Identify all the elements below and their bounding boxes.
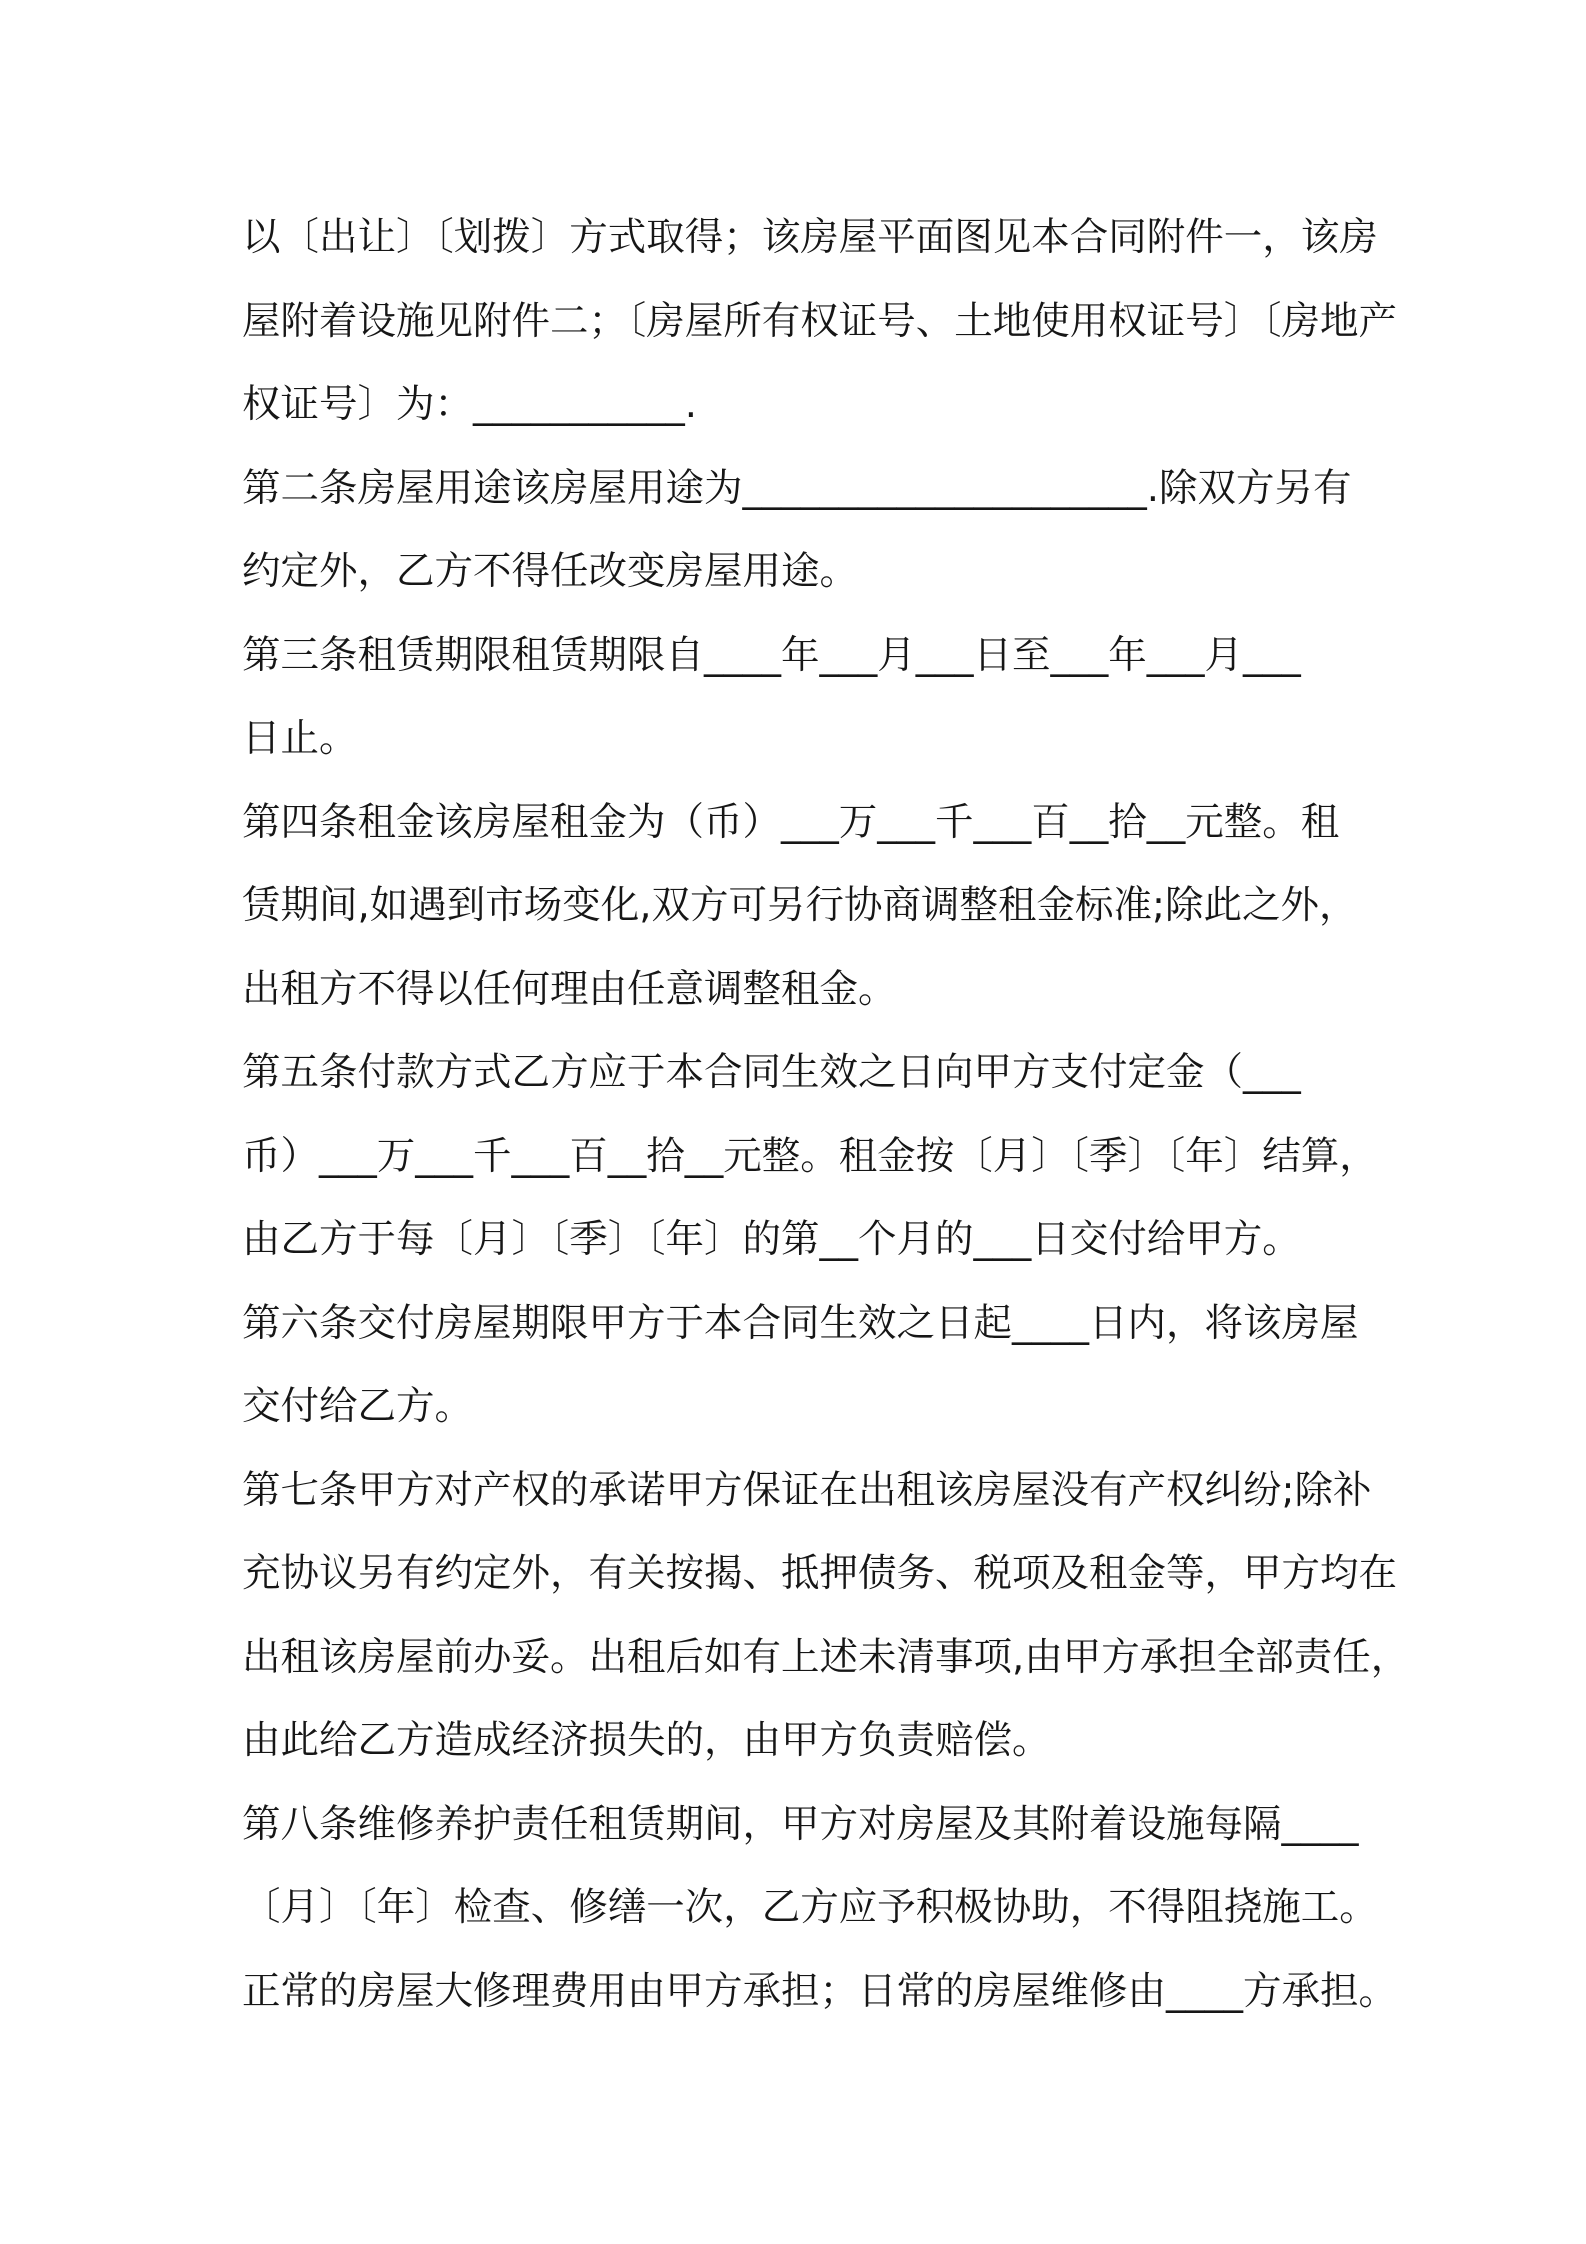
text-line: 约定外，乙方不得任改变房屋用途。 bbox=[242, 549, 859, 594]
text-line: 币）___万___千___百__拾__元整。租金按〔月〕〔季〕〔年〕结算， bbox=[242, 1133, 1378, 1179]
text-line: 出租方不得以任何理由任意调整租金。 bbox=[242, 966, 897, 1012]
article-7-line: 第七条甲方对产权的承诺甲方保证在出租该房屋没有产权纠纷;除补 bbox=[242, 1467, 1372, 1513]
text-line: 以〔出让〕〔划拨〕方式取得；该房屋平面图见本合同附件一，该房 bbox=[242, 215, 1378, 260]
article-8-line: 第八条维修养护责任租赁期间，甲方对房屋及其附着设施每隔____ bbox=[242, 1801, 1359, 1847]
article-2-line: 第二条房屋用途该房屋用途为_____________________.除双方另有 bbox=[242, 465, 1352, 511]
text-line: 充协议另有约定外，有关按揭、抵押债务、税项及租金等，甲方均在 bbox=[242, 1551, 1398, 1596]
article-3-line: 第三条租赁期限租赁期限自____年___月___日至___年___月___ bbox=[242, 632, 1301, 678]
text-line: 〔月〕〔年〕检查、修缮一次，乙方应予积极协助，不得阻挠施工。 bbox=[242, 1885, 1378, 1930]
document-body bbox=[242, 196, 1410, 2033]
text-line: 日止。 bbox=[242, 716, 358, 761]
text-line: 出租该房屋前办妥。出租后如有上述未清事项,由甲方承担全部责任， bbox=[242, 1634, 1410, 1680]
article-6-line: 第六条交付房屋期限甲方于本合同生效之日起____日内，将该房屋 bbox=[242, 1300, 1359, 1346]
text-line: 由乙方于每〔月〕〔季〕〔年〕的第__个月的___日交付给甲方。 bbox=[242, 1217, 1301, 1262]
text-line: 交付给乙方。 bbox=[242, 1384, 474, 1429]
text-line: 由此给乙方造成经济损失的，由甲方负责赔偿。 bbox=[242, 1718, 1051, 1763]
text-line: 屋附着设施见附件二；〔房屋所有权证号、土地使用权证号〕〔房地产 bbox=[242, 298, 1398, 344]
article-4-line: 第四条租金该房屋租金为（币）___万___千___百__拾__元整。租 bbox=[242, 799, 1340, 845]
article-5-line: 第五条付款方式乙方应于本合同生效之日向甲方支付定金（___ bbox=[242, 1050, 1301, 1095]
text-line: 正常的房屋大修理费用由甲方承担；日常的房屋维修由____方承担。 bbox=[242, 1968, 1398, 2014]
text-line: 赁期间,如遇到市场变化,双方可另行协商调整租金标准;除此之外， bbox=[242, 883, 1358, 928]
text-line: 权证号〕为：___________. bbox=[242, 382, 697, 427]
